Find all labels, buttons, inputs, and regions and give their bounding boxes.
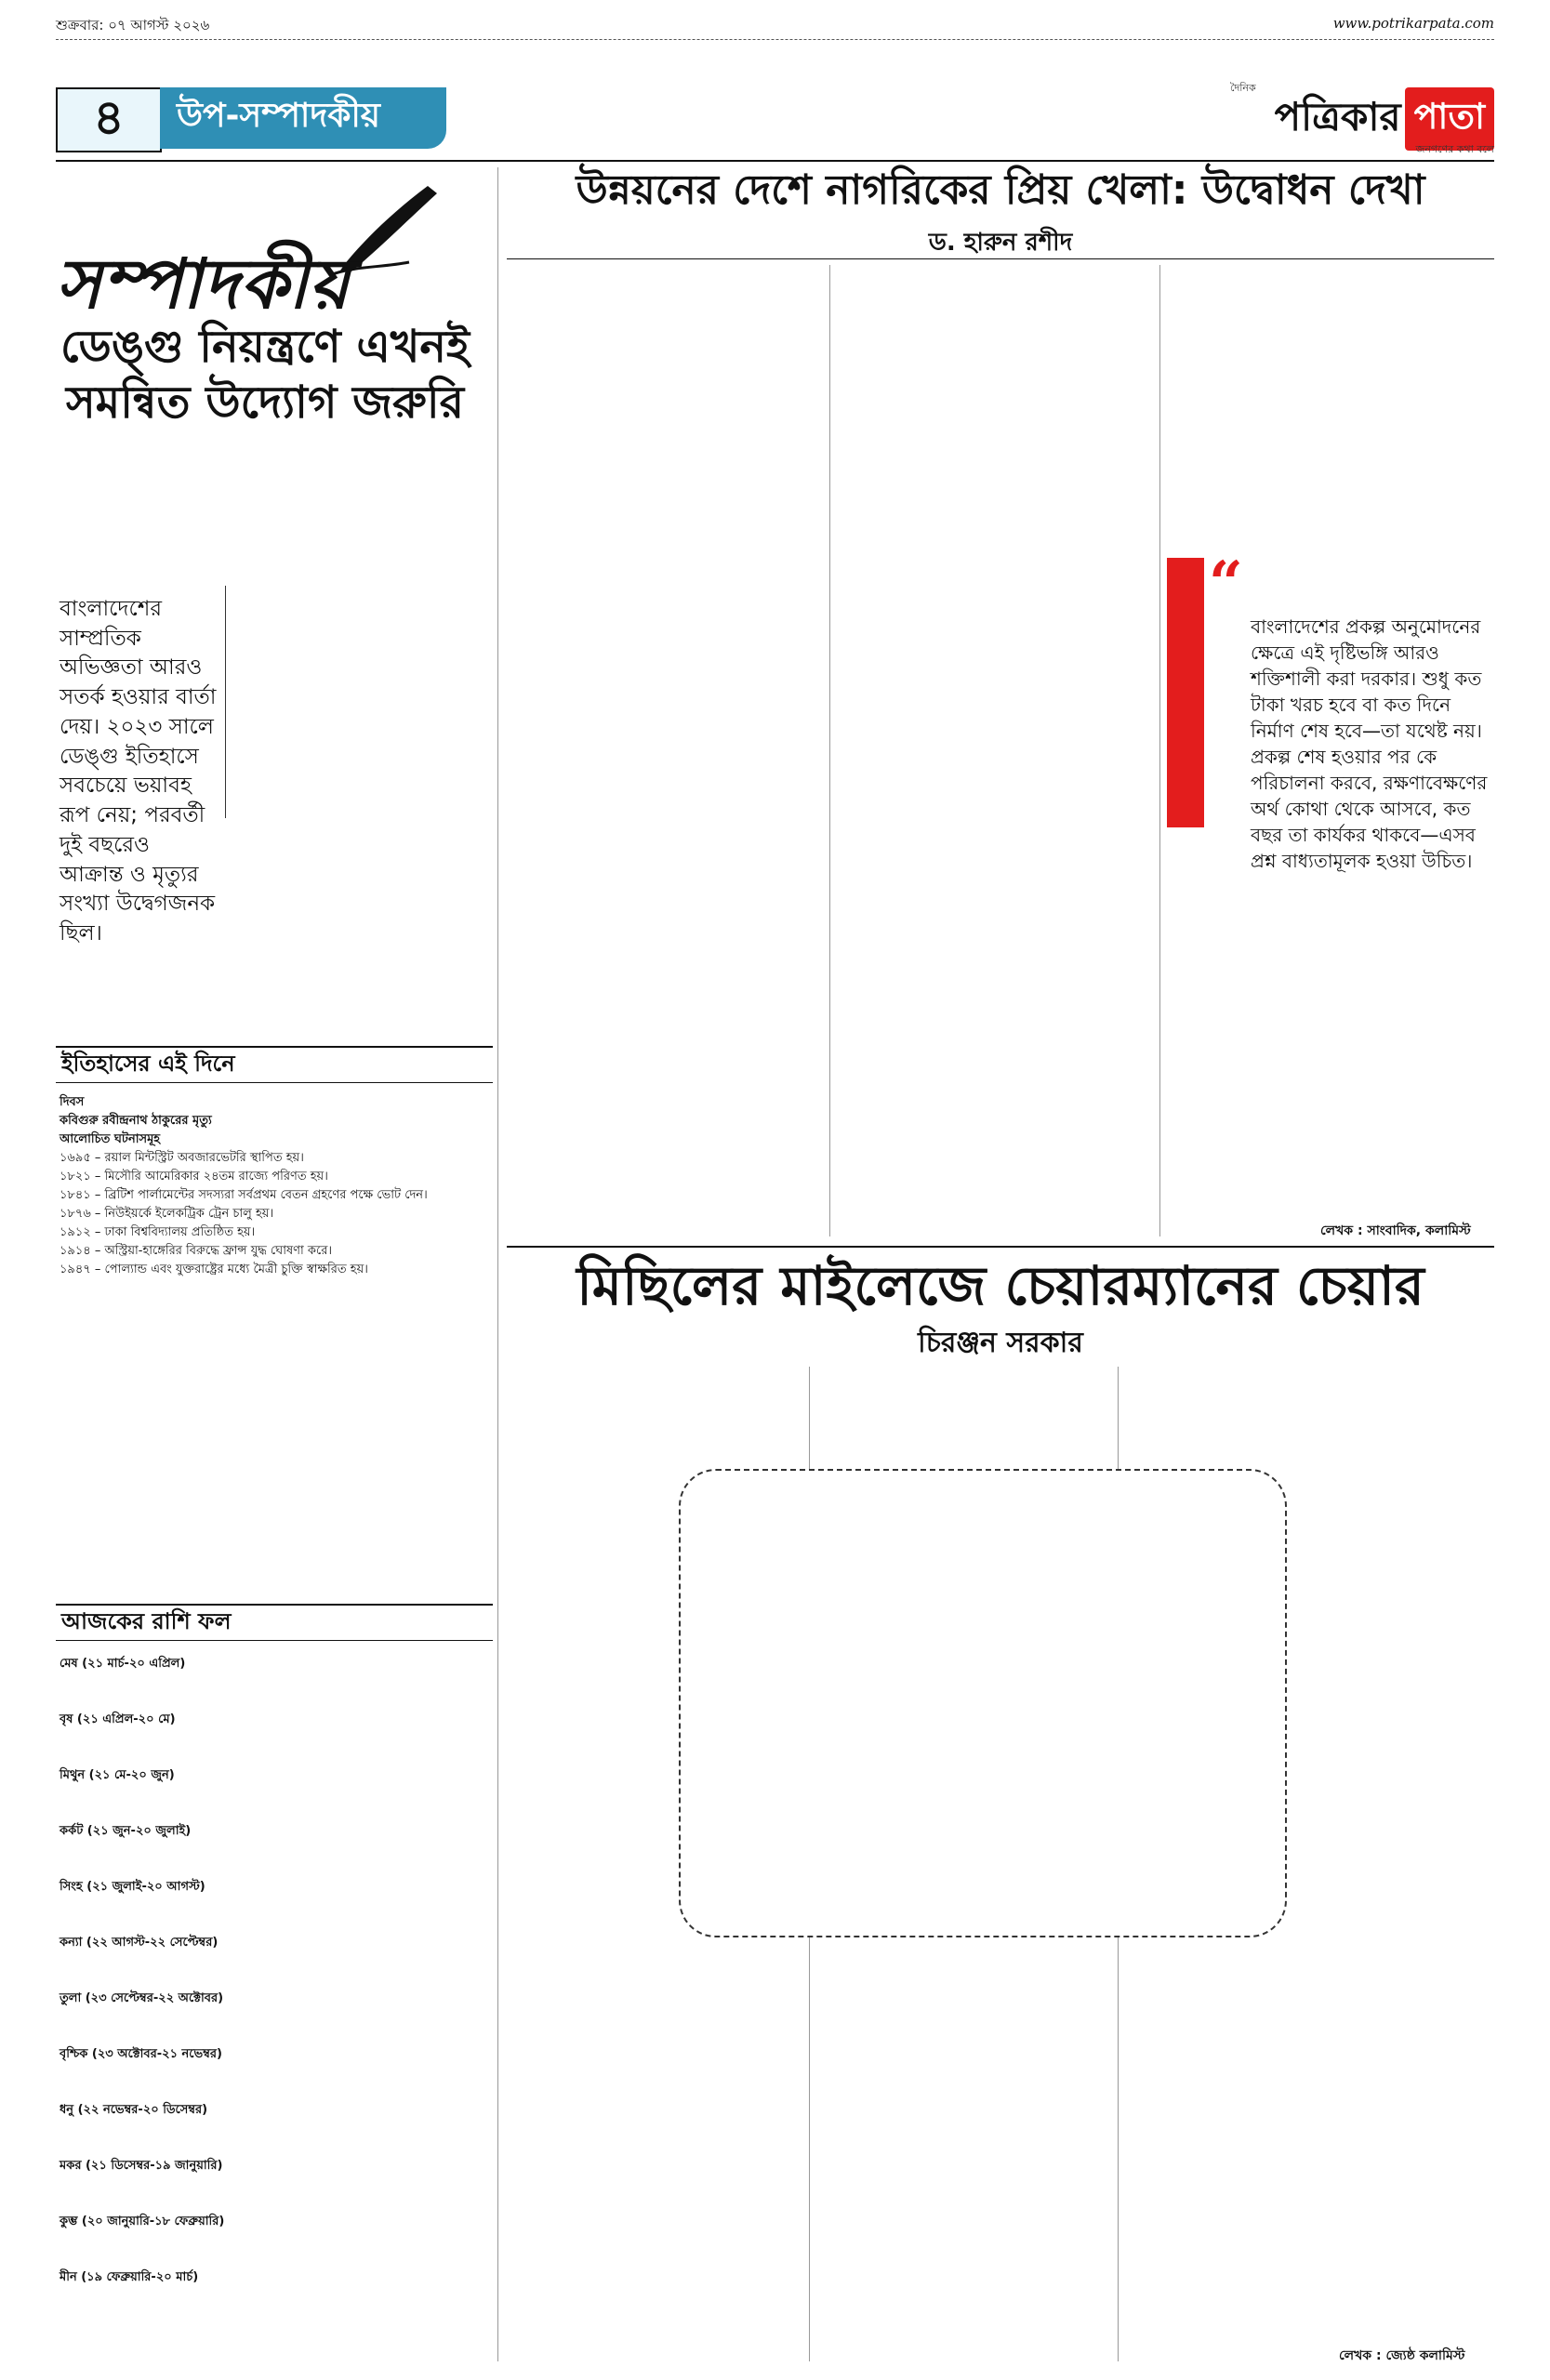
horoscope-item: বৃশ্চিক (২৩ অক্টোবর-২১ নভেম্বর): [60, 2047, 222, 2061]
history-list: [60, 1093, 487, 1279]
horoscope-item: মকর (২১ ডিসেম্বর-১৯ জানুয়ারি): [60, 2159, 223, 2173]
article1-title: উন্নয়নের দেশে নাগরিকের প্রিয় খেলা: উদ্বোধন দেখা: [576, 166, 1425, 214]
issue-date: শুক্রবার: ০৭ আগস্ট ২০২৬: [56, 17, 210, 33]
quote-bar: [1167, 558, 1204, 827]
article1-credit: লেখক : সাংবাদিক, কলামিস্ট: [1320, 1223, 1471, 1238]
horoscope-heading: আজকের রাশি ফল: [56, 1604, 493, 1641]
history-day-label: দিবস: [60, 1095, 85, 1109]
editorial-logo-text: সম্পাদকীয়: [56, 245, 351, 324]
horoscope-item: সিংহ (২১ জুলাই-২০ আগস্ট): [60, 1880, 205, 1894]
quote-icon: “: [1209, 549, 1243, 618]
brand-prefix: দৈনিক: [1230, 82, 1256, 94]
history-item: ১৯১২ – ঢাকা বিশ্ববিদ্যালয় প্রতিষ্ঠিত হয়।: [60, 1225, 256, 1239]
editorial-title-line2: সমন্বিত উদ্যোগ জরুরি: [65, 377, 465, 429]
header-divider: [56, 39, 1494, 40]
article-separator: [507, 1246, 1494, 1248]
horoscope-item: মিথুন (২১ মে-২০ জুন): [60, 1768, 175, 1782]
article2-pull-quote-box: [679, 1469, 1287, 1937]
editorial-title-line1: ডেঙ্গু নিয়ন্ত্রণে এখনই: [60, 321, 470, 373]
horoscope-item: মীন (১৯ ফেব্রুয়ারি-২০ মার্চ): [60, 2270, 199, 2284]
masthead-rule: [56, 160, 1494, 162]
history-item: ১৮৪১ – ব্রিটিশ পার্লামেন্টের সদস্যরা সর্বপ্রথম বেতন গ্রহণের পক্ষে ভোট দেন।: [60, 1188, 428, 1202]
history-item: ১৬৯৫ – রয়াল মিন্টস্ট্রিট অবজারভেটরি স্থাপিত হয়।: [60, 1151, 304, 1165]
page-number: ৪: [56, 87, 162, 152]
horoscope-item: মেষ (২১ মার্চ-২০ এপ্রিল): [60, 1657, 186, 1671]
horoscope-item: বৃষ (২১ এপ্রিল-২০ মে): [60, 1712, 176, 1726]
article1-col-divider: [1159, 265, 1160, 1236]
editorial-pull-quote: বাংলাদেশের সাম্প্রতিক অভিজ্ঞতা আরও সতর্ক হওয়ার বার্তা দেয়। ২০২৩ সালে ডেঙ্গু ইতিহাসে সবচেয়ে ভয়াবহ রূপ নেয়; পরবর্তী দুই বছরেও আক্রান্ত ও মৃত্যুর সংখ্যা উদ্বেগজনক ছিল।: [60, 597, 217, 946]
article2-credit: লেখক : জ্যেষ্ঠ কলামিস্ট: [1339, 2348, 1465, 2363]
editorial-pull-divider: [225, 586, 226, 818]
column-divider: [497, 167, 498, 2361]
brand-tagline: জনগণের কথা বলে: [1415, 143, 1494, 155]
article1-byline: ড. হারুন রশীদ: [928, 229, 1073, 257]
history-item: ১৮২১ – মিসৌরি আমেরিকার ২৪তম রাজ্যে পরিণত হয়।: [60, 1170, 328, 1183]
article1-title-rule: [507, 258, 1494, 259]
article1-col-divider: [829, 265, 830, 1236]
horoscope-item: কন্যা (২২ আগস্ট-২২ সেপ্টেম্বর): [60, 1936, 219, 1950]
editorial-body-end: [56, 920, 474, 1032]
article2-byline: চিরঞ্জন সরকার: [918, 1327, 1083, 1359]
history-heading: ইতিহাসের এই দিনে: [56, 1046, 493, 1083]
horoscope-list: [60, 1655, 487, 2287]
history-item: ১৮৭৬ – নিউইয়র্কে ইলেকট্রিক ট্রেন চালু হয়।: [60, 1207, 274, 1221]
horoscope-item: তুলা (২৩ সেপ্টেম্বর-২২ অক্টোবর): [60, 1991, 224, 2005]
horoscope-item: কর্কট (২১ জুন-২০ জুলাই): [60, 1824, 192, 1838]
horoscope-item: কুম্ভ (২০ জানুয়ারি-১৮ ফেব্রুয়ারি): [60, 2215, 225, 2228]
article1-col1: [507, 265, 823, 1236]
brand-mark: পাতা: [1405, 87, 1494, 151]
history-item: ১৯১৪ – অস্ট্রিয়া-হাঙ্গেরির বিরুদ্ধে ফ্রান্স যুদ্ধ ঘোষণা করে।: [60, 1244, 333, 1258]
horoscope-item: ধনু (২২ নভেম্বর-২০ ডিসেম্বর): [60, 2103, 208, 2117]
article1-col2: [837, 265, 1153, 1236]
history-item: ১৯৪৭ – পোল্যান্ড এবং যুক্তরাষ্ট্রের মধ্যে মৈত্রী চুক্তি স্বাক্ষরিত হয়।: [60, 1263, 368, 1276]
website-url[interactable]: www.potrikarpata.com: [1332, 15, 1494, 32]
brand-word: পত্রিকার: [1274, 93, 1401, 139]
newspaper-logo[interactable]: [1215, 84, 1494, 154]
section-title: উপ-সম্পাদকীয়: [160, 87, 446, 149]
article2-title: মিছিলের মাইলেজে চেয়ারম্যানের চেয়ার: [576, 1254, 1424, 1317]
history-events-label: আলোচিত ঘটনাসমূহ: [60, 1132, 161, 1146]
history-day-text: কবিগুরু রবীন্দ্রনাথ ঠাকুরের মৃত্যু: [60, 1114, 212, 1128]
article1-pull-quote: বাংলাদেশের প্রকল্প অনুমোদনের ক্ষেত্রে এই দৃষ্টিভঙ্গি আরও শক্তিশালী করা দরকার। শুধু কত টাকা খরচ হবে বা কত দিনে নির্মাণ শেষ হবে—তা যথেষ্ট নয়। প্রকল্প শেষ হওয়ার পর কে পরিচালনা করবে, রক্ষণাবেক্ষণের অর্থ কোথা থেকে আসবে, কত বছর তা কার্যকর থাকবে—এসব প্রশ্ন বাধ্যতামূলক হওয়া উচিত।: [1251, 615, 1488, 872]
